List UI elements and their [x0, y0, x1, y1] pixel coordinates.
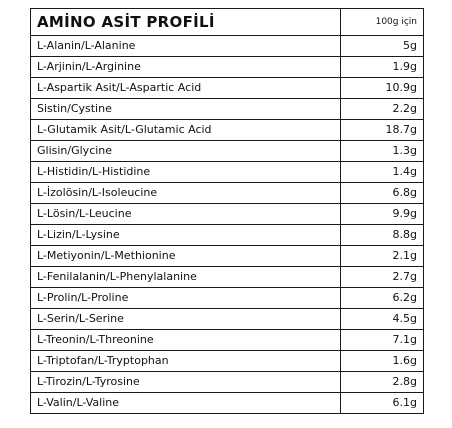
table-row: [31, 225, 424, 246]
amino-acid-name: L-Treonin/L-Threonine: [31, 330, 341, 351]
amino-acid-name: L-Aspartik Asit/L-Aspartic Acid: [31, 78, 341, 99]
amino-acid-value: 6.8g: [341, 183, 424, 204]
table-row: [31, 330, 424, 351]
amino-acid-name: Sistin/Cystine: [31, 99, 341, 120]
table-row: [31, 78, 424, 99]
table-header-row: [31, 9, 424, 36]
amino-acid-value: 18.7g: [341, 120, 424, 141]
table-row: [31, 99, 424, 120]
amino-acid-name: L-Alanin/L-Alanine: [31, 36, 341, 57]
amino-acid-value: 6.2g: [341, 288, 424, 309]
table-row: [31, 204, 424, 225]
table-row: [31, 36, 424, 57]
amino-acid-value: 7.1g: [341, 330, 424, 351]
amino-acid-value: 5g: [341, 36, 424, 57]
amino-acid-name: L-Glutamik Asit/L-Glutamic Acid: [31, 120, 341, 141]
table-row: [31, 183, 424, 204]
amino-acid-name: L-İzolösin/L-Isoleucine: [31, 183, 341, 204]
amino-acid-value: 9.9g: [341, 204, 424, 225]
amino-acid-value: 2.1g: [341, 246, 424, 267]
table-row: [31, 162, 424, 183]
amino-acid-name: Glisin/Glycine: [31, 141, 341, 162]
amino-acid-name: L-Fenilalanin/L-Phenylalanine: [31, 267, 341, 288]
amino-acid-name: L-Lösin/L-Leucine: [31, 204, 341, 225]
amino-acid-value: 2.8g: [341, 372, 424, 393]
amino-acid-name: L-Valin/L-Valine: [31, 393, 341, 414]
amino-acid-name: L-Prolin/L-Proline: [31, 288, 341, 309]
table-row: [31, 267, 424, 288]
table-row: [31, 246, 424, 267]
amino-acid-name: L-Triptofan/L-Tryptophan: [31, 351, 341, 372]
table-row: [31, 288, 424, 309]
amino-acid-value: 1.9g: [341, 57, 424, 78]
amino-acid-profile-table: [30, 8, 424, 414]
amino-acid-value: 6.1g: [341, 393, 424, 414]
amino-acid-value: 1.6g: [341, 351, 424, 372]
table-title: AMİNO ASİT PROFİLİ: [31, 9, 341, 36]
amino-acid-name: L-Metiyonin/L-Methionine: [31, 246, 341, 267]
amino-acid-name: L-Tirozin/L-Tyrosine: [31, 372, 341, 393]
amino-acid-name: L-Lizin/L-Lysine: [31, 225, 341, 246]
table-row: [31, 309, 424, 330]
table-row: [31, 120, 424, 141]
amino-acid-value: 8.8g: [341, 225, 424, 246]
amino-acid-value: 2.2g: [341, 99, 424, 120]
table-row: [31, 393, 424, 414]
table-row: [31, 57, 424, 78]
table-row: [31, 351, 424, 372]
table-row: [31, 141, 424, 162]
amino-acid-name: L-Arjinin/L-Arginine: [31, 57, 341, 78]
amino-acid-value: 10.9g: [341, 78, 424, 99]
unit-label: 100g için: [341, 9, 424, 36]
amino-acid-value: 2.7g: [341, 267, 424, 288]
amino-acid-value: 1.4g: [341, 162, 424, 183]
table-row: [31, 372, 424, 393]
amino-acid-name: L-Serin/L-Serine: [31, 309, 341, 330]
amino-acid-name: L-Histidin/L-Histidine: [31, 162, 341, 183]
amino-acid-value: 4.5g: [341, 309, 424, 330]
amino-acid-value: 1.3g: [341, 141, 424, 162]
